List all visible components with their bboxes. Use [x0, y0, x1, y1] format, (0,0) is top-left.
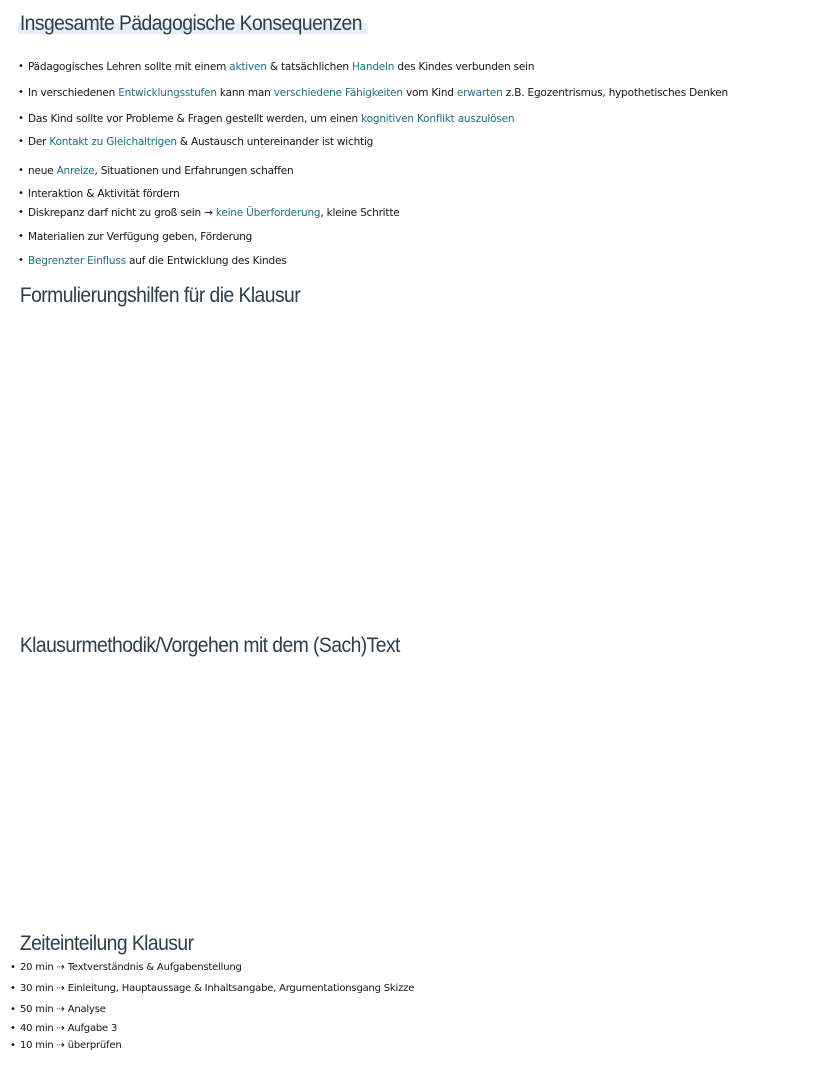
list-item: • Materialien zur Verfügung geben, Förderung: [18, 231, 252, 243]
list-item: • neue Anreize, Situationen und Erfahrungen schaffen: [18, 165, 294, 177]
list-item: • 40 min ⇢ Aufgabe 3: [10, 1023, 117, 1034]
list-item: • Das Kind sollte vor Probleme & Fragen gestellt werden, um einen kognitiven Konflikt auszulösen: [18, 113, 514, 125]
heading-zeiteinteilung: Zeiteinteilung Klausur: [19, 932, 194, 955]
list-item: • 10 min ⇢ überprüfen: [10, 1040, 121, 1051]
list-zeiteinteilung: [10, 0, 610, 1069]
list-item: • Begrenzter Einfluss auf die Entwicklung des Kindes: [18, 255, 287, 267]
list-item: • In verschiedenen Entwicklungsstufen kann man verschiedene Fähigkeiten vom Kind erwarten z.B. Egozentrismus, hypothetisches Denken: [18, 87, 728, 99]
list-item: • Interaktion & Aktivität fördern: [18, 188, 180, 200]
list-item: • 30 min ⇢ Einleitung, Hauptaussage & Inhaltsangabe, Argumentationsgang Skizze: [10, 983, 414, 994]
heading-klausurmethodik: Klausurmethodik/Vorgehen mit dem (Sach)Text: [19, 634, 400, 657]
list-item: • Der Kontakt zu Gleichaltrigen & Austausch untereinander ist wichtig: [18, 136, 373, 148]
list-item: • Diskrepanz darf nicht zu groß sein → keine Überforderung, kleine Schritte: [18, 207, 400, 219]
list-item: • 50 min ⇢ Analyse: [10, 1004, 106, 1015]
list-item: • Pädagogisches Lehren sollte mit einem aktiven & tatsächlichen Handeln des Kindes verbunden sein: [18, 61, 534, 73]
list-item: • 20 min ⇢ Textverständnis & Aufgabenstellung: [10, 962, 242, 973]
heading-formulierungshilfen: Formulierungshilfen für die Klausur: [19, 284, 301, 307]
heading-paedagogische-konsequenzen: Insgesamte Pädagogische Konsequenzen: [18, 12, 367, 36]
